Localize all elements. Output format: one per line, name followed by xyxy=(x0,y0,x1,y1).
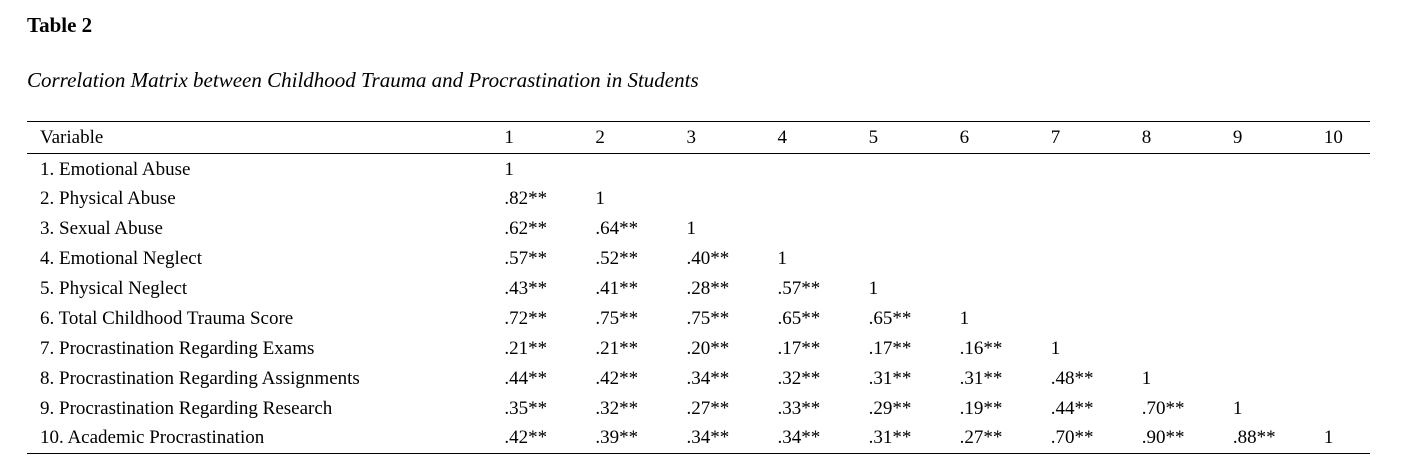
table-header xyxy=(27,122,1370,154)
table-body xyxy=(27,154,1370,454)
correlation-cell: .34** xyxy=(686,427,730,449)
correlation-cell: .57** xyxy=(777,277,821,299)
correlation-cell: 1 xyxy=(1232,397,1243,419)
correlation-cell xyxy=(595,154,686,184)
correlation-cell xyxy=(1233,274,1324,304)
correlation-cell xyxy=(1142,184,1233,214)
correlation-cell: .39** xyxy=(595,427,639,449)
correlation-table xyxy=(27,121,1370,454)
table-row xyxy=(27,244,1370,274)
correlation-cell: .19** xyxy=(959,397,1003,419)
correlation-cell: .42** xyxy=(504,427,548,449)
correlation-cell xyxy=(960,274,1051,304)
correlation-cell xyxy=(1142,154,1233,184)
correlation-cell: .17** xyxy=(777,337,821,359)
correlation-cell xyxy=(1233,244,1324,274)
correlation-cell xyxy=(686,184,777,214)
correlation-cell xyxy=(1233,334,1324,364)
table-caption: Correlation Matrix between Childhood Trauma and Procrastination in Students xyxy=(27,68,699,92)
correlation-cell xyxy=(1324,334,1370,364)
correlation-cell: .90** xyxy=(1141,427,1185,449)
correlation-cell: .44** xyxy=(1050,397,1094,419)
correlation-cell: .32** xyxy=(595,397,639,419)
header-col: 2 xyxy=(595,126,605,148)
correlation-cell: .33** xyxy=(777,397,821,419)
correlation-cell xyxy=(1324,244,1370,274)
correlation-cell: .88** xyxy=(1232,427,1276,449)
table-row xyxy=(27,364,1370,394)
correlation-cell: 1 xyxy=(777,247,788,269)
row-variable-label: 10. Academic Procrastination xyxy=(40,427,265,449)
row-variable-label: 7. Procrastination Regarding Exams xyxy=(40,337,315,359)
correlation-cell: .27** xyxy=(686,397,730,419)
correlation-cell: 1 xyxy=(504,159,514,181)
row-variable-label: 1. Emotional Abuse xyxy=(40,159,191,181)
correlation-cell xyxy=(960,184,1051,214)
correlation-cell xyxy=(1051,154,1142,184)
table-row xyxy=(27,154,1370,184)
correlation-cell: 1 xyxy=(868,277,879,299)
row-variable-label: 5. Physical Neglect xyxy=(40,277,188,299)
correlation-cell: .41** xyxy=(595,277,639,299)
correlation-cell xyxy=(778,184,869,214)
correlation-cell: .16** xyxy=(959,337,1003,359)
correlation-cell xyxy=(869,154,960,184)
row-variable-label: 3. Sexual Abuse xyxy=(40,217,163,239)
correlation-cell: .28** xyxy=(686,277,730,299)
correlation-cell xyxy=(778,214,869,244)
correlation-cell: .64** xyxy=(595,217,639,239)
header-col: 4 xyxy=(777,126,788,148)
header-col: 6 xyxy=(959,126,970,148)
correlation-cell xyxy=(1324,154,1370,184)
correlation-cell xyxy=(1233,214,1324,244)
table-label: Table 2 xyxy=(27,13,93,37)
header-col: 3 xyxy=(686,126,696,148)
correlation-cell xyxy=(869,214,960,244)
correlation-cell xyxy=(1324,364,1370,394)
correlation-cell: .32** xyxy=(777,367,821,389)
correlation-cell: .35** xyxy=(504,397,548,419)
correlation-cell: 1 xyxy=(1323,427,1334,449)
correlation-cell xyxy=(1324,304,1370,334)
correlation-cell xyxy=(1051,214,1142,244)
correlation-cell: 1 xyxy=(1050,337,1061,359)
header-col: 1 xyxy=(504,126,514,148)
correlation-cell: .31** xyxy=(868,367,912,389)
correlation-cell: .34** xyxy=(777,427,821,449)
row-variable-label: 9. Procrastination Regarding Research xyxy=(40,397,333,419)
correlation-cell: .65** xyxy=(868,307,912,329)
row-variable-label: 8. Procrastination Regarding Assignments xyxy=(40,367,360,389)
correlation-cell xyxy=(778,154,869,184)
correlation-cell xyxy=(960,154,1051,184)
row-variable-label: 2. Physical Abuse xyxy=(40,187,176,209)
correlation-cell xyxy=(1051,274,1142,304)
correlation-cell xyxy=(1233,184,1324,214)
correlation-cell xyxy=(1324,184,1370,214)
correlation-cell: .31** xyxy=(868,427,912,449)
correlation-cell: .70** xyxy=(1141,397,1185,419)
correlation-cell xyxy=(1233,364,1324,394)
correlation-cell: 1 xyxy=(686,217,696,239)
correlation-cell: 1 xyxy=(1141,367,1152,389)
header-col: 7 xyxy=(1050,126,1061,148)
table-row xyxy=(27,334,1370,364)
table-row xyxy=(27,424,1370,454)
table-row xyxy=(27,184,1370,214)
table-row xyxy=(27,214,1370,244)
table-row xyxy=(27,274,1370,304)
correlation-cell: .72** xyxy=(504,307,548,329)
correlation-cell: .48** xyxy=(1050,367,1094,389)
header-col: 10 xyxy=(1323,126,1343,148)
correlation-cell: .21** xyxy=(595,337,639,359)
correlation-cell: .20** xyxy=(686,337,730,359)
correlation-cell xyxy=(1051,304,1142,334)
correlation-cell xyxy=(1324,274,1370,304)
correlation-cell: .70** xyxy=(1050,427,1094,449)
correlation-cell xyxy=(1142,274,1233,304)
correlation-cell xyxy=(960,244,1051,274)
correlation-cell: .75** xyxy=(595,307,639,329)
correlation-cell: .62** xyxy=(504,217,548,239)
correlation-cell xyxy=(869,244,960,274)
correlation-cell: .31** xyxy=(959,367,1003,389)
row-variable-label: 6. Total Childhood Trauma Score xyxy=(40,307,294,329)
correlation-cell: .44** xyxy=(504,367,548,389)
correlation-cell: .17** xyxy=(868,337,912,359)
correlation-cell: .27** xyxy=(959,427,1003,449)
correlation-cell xyxy=(869,184,960,214)
correlation-cell: 1 xyxy=(959,307,970,329)
correlation-cell xyxy=(1324,394,1370,424)
correlation-cell xyxy=(1051,244,1142,274)
correlation-cell: .82** xyxy=(504,187,548,209)
header-variable: Variable xyxy=(40,126,104,148)
header-col: 9 xyxy=(1232,126,1243,148)
header-col: 5 xyxy=(868,126,879,148)
correlation-cell xyxy=(1142,244,1233,274)
correlation-cell: .65** xyxy=(777,307,821,329)
correlation-cell: .29** xyxy=(868,397,912,419)
correlation-cell: .43** xyxy=(504,277,548,299)
correlation-cell xyxy=(1142,214,1233,244)
row-variable-label: 4. Emotional Neglect xyxy=(40,247,202,269)
correlation-cell: 1 xyxy=(595,187,605,209)
correlation-cell xyxy=(1051,184,1142,214)
table-row xyxy=(27,304,1370,334)
correlation-cell xyxy=(1233,304,1324,334)
table-row xyxy=(27,394,1370,424)
correlation-cell: .52** xyxy=(595,247,639,269)
header-col: 8 xyxy=(1141,126,1152,148)
correlation-cell xyxy=(1233,154,1324,184)
correlation-cell xyxy=(960,214,1051,244)
correlation-cell xyxy=(1142,334,1233,364)
correlation-cell xyxy=(1142,304,1233,334)
correlation-cell xyxy=(1324,214,1370,244)
correlation-cell: .34** xyxy=(686,367,730,389)
header-row xyxy=(27,122,1370,154)
correlation-cell xyxy=(686,154,777,184)
correlation-cell: .40** xyxy=(686,247,730,269)
correlation-cell: .75** xyxy=(686,307,730,329)
correlation-cell: .21** xyxy=(504,337,548,359)
correlation-cell: .42** xyxy=(595,367,639,389)
correlation-cell: .57** xyxy=(504,247,548,269)
